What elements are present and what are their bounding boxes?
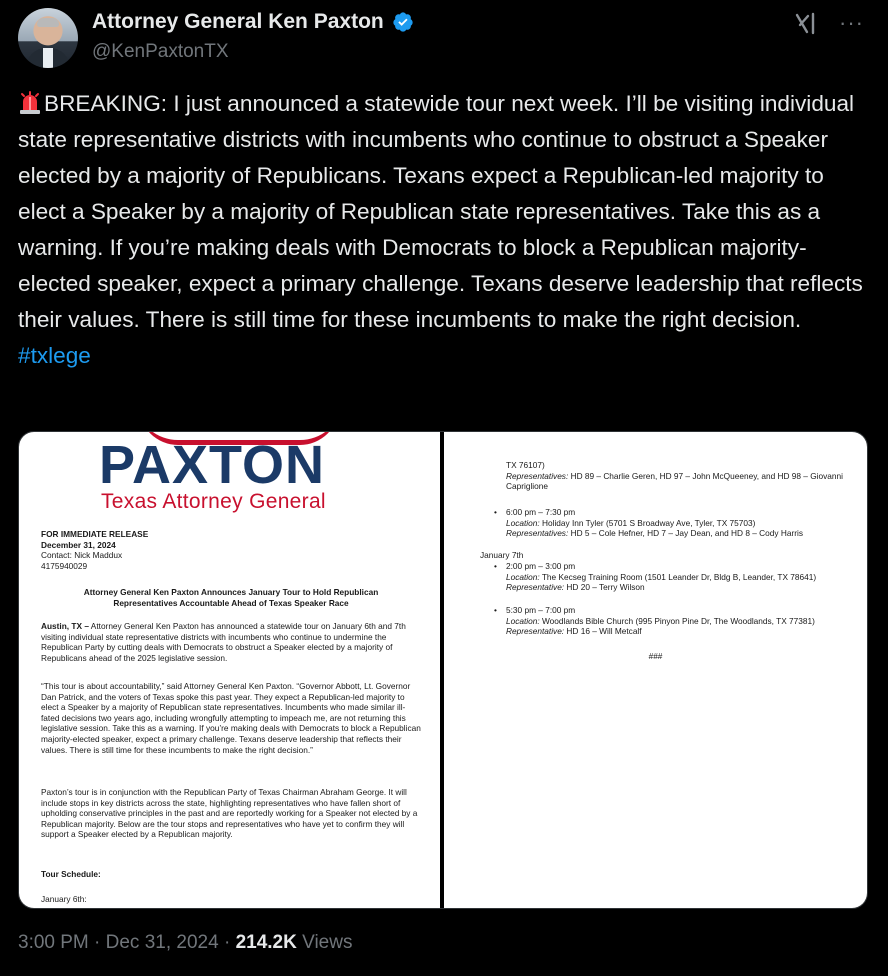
- cont-reps: HD 89 – Charlie Geren, HD 97 – John McQueeney, and HD 98 – Giovanni Capriglione: [506, 470, 843, 492]
- release-label: FOR IMMEDIATE RELEASE: [41, 529, 149, 539]
- avatar[interactable]: [18, 8, 78, 68]
- paragraph-1: [41, 621, 421, 663]
- headline-line-2: Representatives Accountable Ahead of Texas Speaker Race: [113, 597, 349, 608]
- dateline: Austin, TX –: [41, 621, 89, 631]
- stop-tyler-time: • 6:00 pm – 7:30 pm: [484, 507, 854, 518]
- timestamp[interactable]: 3:00 PM · Dec 31, 2024 ·: [18, 932, 236, 953]
- paragraph-1-text: Attorney General Ken Paxton has announced a statewide tour on January 6th and 7th visiting individual state representative districts with incumbents who continue to undermine the Republican Party by cutting deals with Democrats to obstruct a Speaker elected by a majority of Republicans ahead of the 2025 legislative session.: [41, 621, 406, 663]
- more-options-icon[interactable]: ···: [839, 10, 864, 35]
- tweet-text: [18, 86, 874, 374]
- day-label: January 6th:: [41, 894, 87, 904]
- paragraph-3: Paxton’s tour is in conjunction with the Republican Party of Texas Chairman Abraham George. It will include stops in key districts across the state, highlighting representatives who have fallen short of upholding conservative principles in the past and are reportedly working for a Speaker not elected by a Republican majority. Below are the tour stops and representatives who have yet to confirm they will support a Speaker elected by a Republican majority.: [41, 787, 418, 840]
- tweet-body: BREAKING: I just announced a statewide tour next week. I’ll be visiting individual state representative districts with incumbents who continue to obstruct a Speaker elected by a majority of Republicans. Texans expect a Republican-led majority to elect a Speaker by a majority of Republican state representatives. Take this as a warning. If you’re making deals with Democrats to block a Republican majority-elected speaker, expect a primary challenge. Texans deserve leadership that reflects their values. There is still time for these incumbents to make the right decision.: [18, 91, 870, 332]
- logo-paxton: PAXTON: [99, 435, 326, 495]
- handle[interactable]: @KenPaxtonTX: [92, 41, 229, 62]
- grok-icon[interactable]: [794, 12, 818, 36]
- stop-tyler: • 6:00 pm – 7:30 pm Location: Holiday Inn Tyler (5701 S Broadway Ave, Tyler, TX 75703) Representatives: HD 5 – Cole Hefner, HD 7 – Jay Dean, and HD 8 – Cody Harris: [484, 507, 854, 539]
- schedule-label: Tour Schedule:: [41, 869, 101, 879]
- continued-stop: [484, 460, 854, 492]
- day-2-label: January 7th: [480, 550, 524, 560]
- stop-tyler-reps: HD 5 – Cole Hefner, HD 7 – Jay Dean, and HD 8 – Cody Harris: [568, 528, 803, 539]
- stop-leander-time: • 2:00 pm – 3:00 pm: [484, 561, 854, 572]
- stop-leander-location: The Kecseg Training Room (1501 Leander Dr, Bldg B, Leander, TX 78641): [539, 571, 817, 582]
- continued-line: TX 76107): [506, 460, 545, 470]
- verified-badge-icon: [392, 11, 414, 33]
- phone: 4175940029: [41, 560, 88, 571]
- press-release-page-1[interactable]: [19, 432, 440, 908]
- media-attachment[interactable]: [18, 431, 868, 909]
- stop-woodlands-location: Woodlands Bible Church (995 Pinyon Pine Dr, The Woodlands, TX 77381): [539, 615, 815, 626]
- hashtag-link[interactable]: #txlege: [18, 343, 91, 368]
- tweet-meta: [18, 932, 352, 954]
- tweet-header: [18, 8, 870, 72]
- headline: [41, 587, 421, 608]
- stop-leander: • 2:00 pm – 3:00 pm Location: The Kecseg Training Room (1501 Leander Dr, Bldg B, Leander, TX 78641) Representative: HD 20 – Terry Wilson: [484, 561, 854, 593]
- cont-reps-label: Representatives:: [506, 470, 569, 481]
- release-header: [41, 529, 421, 571]
- release-date: December 31, 2024: [41, 539, 116, 550]
- views-label: Views: [296, 932, 353, 953]
- stop-woodlands-rep: HD 16 – Will Metcalf: [564, 626, 642, 637]
- name-row: [92, 10, 414, 34]
- press-release-page-2[interactable]: [444, 432, 867, 908]
- paragraph-2: “This tour is about accountability,” said Attorney General Ken Paxton. “Governor Abbott, Lt. Governor Dan Patrick, and the voters of Texas spoke this past year. They expect a Republican-led majority to elect a Speaker by a majority of Republican state representatives. Incumbents who made similar ill-fated decisions two years ago, including wrongfully attempting to impeach me, are not returning this legislative session. Take this as a warning. If you’re making deals with Democrats to block a Republican majority-elected speaker, expect a primary challenge. Texans deserve leadership that reflects their values. There is still time for these incumbents to make the right decision.”: [41, 681, 421, 755]
- stop-woodlands: • 5:30 pm – 7:00 pm Location: Woodlands Bible Church (995 Pinyon Pine Dr, The Woodlands, TX 77381) Representative: HD 16 – Will Metcalf: [484, 605, 854, 637]
- contact: Contact: Nick Maddux: [41, 550, 123, 561]
- stop-leander-rep: HD 20 – Terry Wilson: [564, 582, 645, 593]
- stop-woodlands-time: • 5:30 pm – 7:00 pm: [484, 605, 854, 616]
- logo-subtitle: Texas Attorney General: [101, 490, 326, 513]
- stop-tyler-location: Holiday Inn Tyler (5701 S Broadway Ave, Tyler, TX 75703): [539, 517, 756, 528]
- views-count[interactable]: 214.2K: [235, 932, 297, 953]
- display-name[interactable]: Attorney General Ken Paxton: [92, 10, 384, 33]
- end-mark: ###: [648, 651, 663, 661]
- rotating-light-icon: [18, 91, 42, 115]
- headline-line-1: Attorney General Ken Paxton Announces January Tour to Hold Republican: [83, 587, 379, 597]
